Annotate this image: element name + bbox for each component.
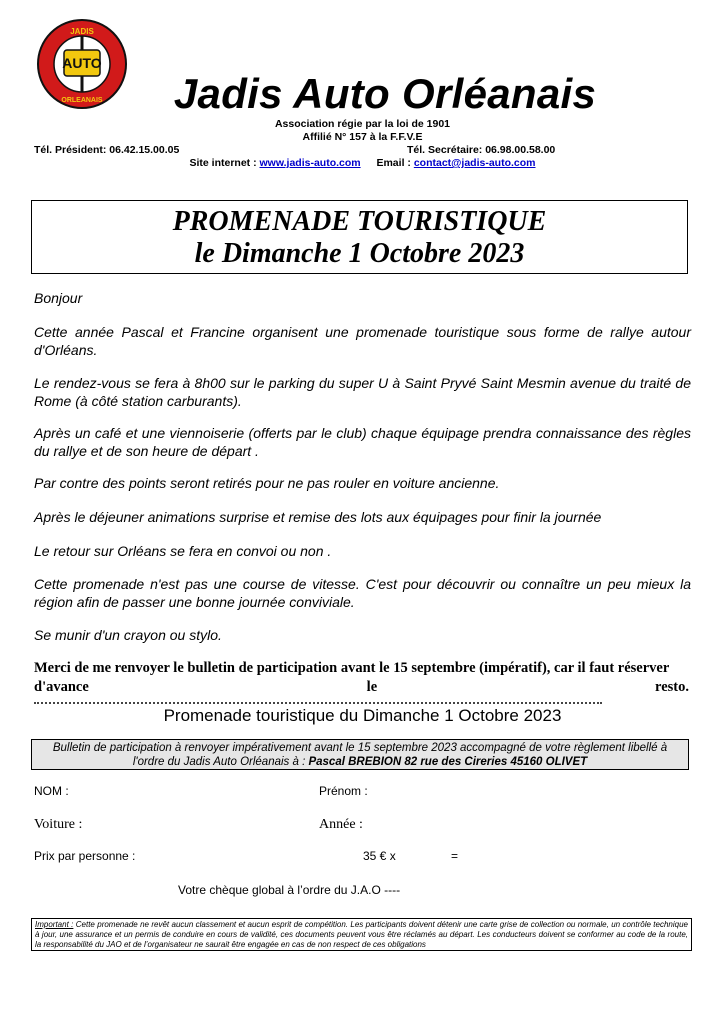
deadline-line-1: Merci de me renvoyer le bulletin de participation avant le 15 septembre (impératif), car il faut réserver <box>34 660 670 676</box>
email-label: Email : <box>376 157 414 169</box>
paragraph-pencil: Se munir d'un crayon ou stylo. <box>34 627 222 643</box>
logo-top-text: JADIS <box>70 27 94 36</box>
paragraph-return: Le retour sur Orléans se fera en convoi ou non . <box>34 543 332 559</box>
bulletin-order-text: l'ordre du Jadis Auto Orléanais à : <box>132 756 309 768</box>
deadline-notice <box>34 659 689 697</box>
paragraph-meeting-point: Le rendez-vous se fera à 8h00 sur le parking du super U à Saint Pryvé Saint Mesmin avenue du traité de Rome (à côté station carburants). <box>34 375 691 409</box>
paragraph-points: Par contre des points seront retirés pour ne pas rouler en voiture ancienne. <box>34 475 500 491</box>
title-box <box>31 200 688 274</box>
deadline-word-3: resto. <box>655 679 689 695</box>
cut-line <box>34 694 602 704</box>
affiliation-line: Affilié N° 157 à la F.F.V.E <box>302 131 423 143</box>
bulletin-address: Pascal BREBION 82 rue des Cireries 45160 OLIVET <box>308 756 588 768</box>
site-label: Site internet : <box>189 157 260 169</box>
nom-label: NOM : <box>34 784 69 798</box>
deadline-word-1: d'avance <box>34 679 89 695</box>
greeting: Bonjour <box>34 290 83 306</box>
club-logo <box>36 18 128 110</box>
club-logo-emblem <box>36 18 128 110</box>
cheque-label: Votre chèque global à l’ordre du J.A.O ---- <box>178 883 401 897</box>
paragraph-organisers: Cette année Pascal et Francine organisent une promenade touristique sous forme de rallye autour d'Orléans. <box>34 324 691 358</box>
paragraph-breakfast: Après un café et une viennoiserie (offerts par le club) chaque équipage prendra connaissance des règles du rallye et de son heure de départ . <box>34 425 691 459</box>
logo-center-text: AUTO <box>62 55 102 71</box>
form-subtitle: Promenade touristique du Dimanche 1 Octobre 2023 <box>163 706 562 725</box>
site-link[interactable]: www.jadis-auto.com <box>259 157 361 169</box>
secretary-phone: Tél. Secrétaire: 06.98.00.58.00 <box>407 144 556 156</box>
bulletin-instructions <box>31 739 689 770</box>
president-phone: Tél. Président: 06.42.15.00.05 <box>34 144 180 156</box>
association-line: Association régie par la loi de 1901 <box>274 118 451 130</box>
voiture-label: Voiture : <box>34 817 83 832</box>
bulletin-line-1: Bulletin de participation à renvoyer impérativement avant le 15 septembre 2023 accompagné de votre règlement libellé à <box>52 742 668 754</box>
price-label: Prix par personne : <box>34 849 136 863</box>
logo-bottom-text: ORLEANAIS <box>61 97 103 104</box>
prenom-label: Prénom : <box>319 784 368 798</box>
price-equals: = <box>451 849 459 863</box>
annee-label: Année : <box>319 817 363 832</box>
bulletin-line-2 <box>32 755 688 769</box>
deadline-word-2: le <box>366 679 378 695</box>
title-line-1: PROMENADE TOURISTIQUE <box>172 206 547 237</box>
important-label: Important : <box>35 920 74 929</box>
paragraph-purpose: Cette promenade n'est pas une course de vitesse. C'est pour découvrir ou connaître un peu mieux la région afin de passer une bonne journée conviviale. <box>34 576 691 610</box>
club-name: Jadis Auto Orléanais <box>173 70 597 117</box>
title-line-2: le Dimanche 1 Octobre 2023 <box>194 238 525 269</box>
price-value: 35 € x <box>363 849 396 863</box>
paragraph-lunch: Après le déjeuner animations surprise et remise des lots aux équipages pour finir la journée <box>34 509 602 525</box>
important-text: Cette promenade ne revêt aucun classement et aucun esprit de compétition. Les participants doivent détenir une carte grise de collection ou normale, un contrôle technique à jour, une assurance et un permis de conduire en cours de validité, ces documents peuvent vous être réclamés au départ. Les conducteurs doivent se conformer au code de la route, la responsabilité du JAO et de l’organisateur ne saurait être engagée en cas de non respect de ces obligations <box>35 920 688 949</box>
email-link[interactable]: contact@jadis-auto.com <box>413 157 536 169</box>
contact-line <box>0 157 725 169</box>
important-note <box>31 918 692 951</box>
